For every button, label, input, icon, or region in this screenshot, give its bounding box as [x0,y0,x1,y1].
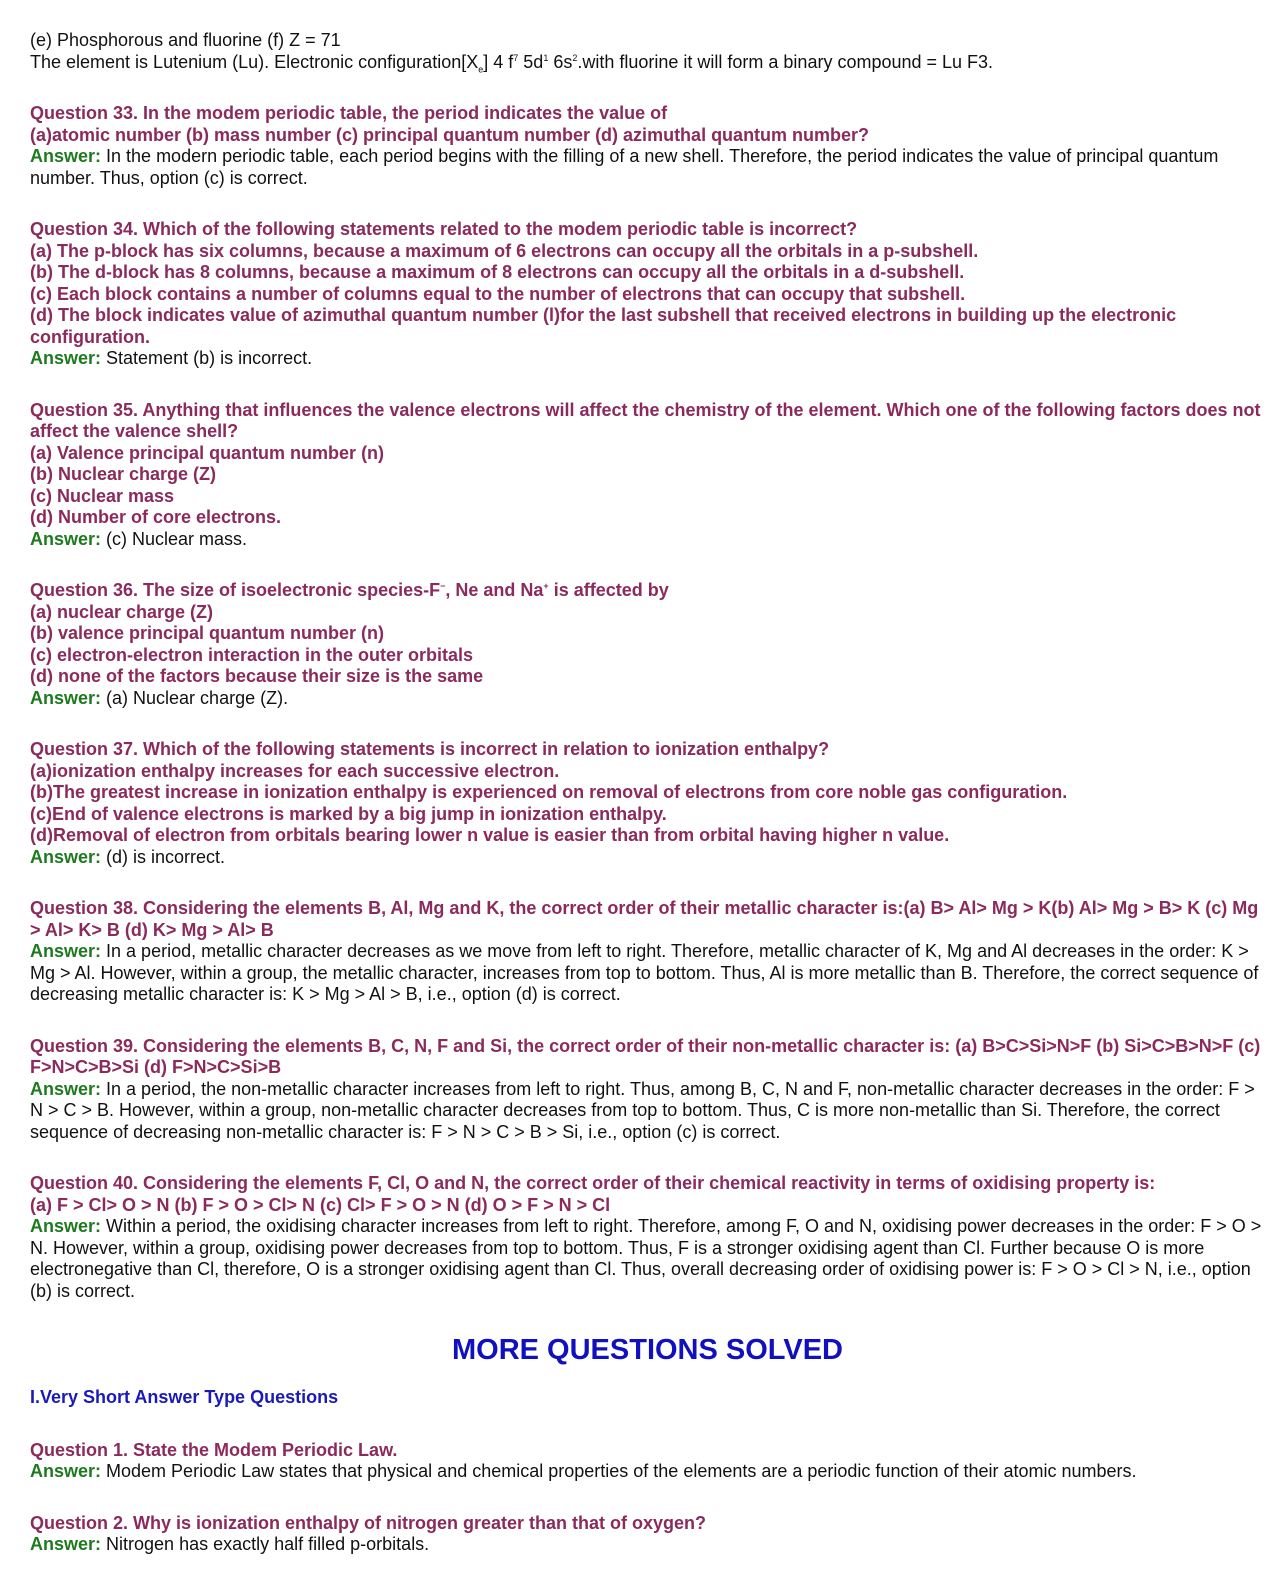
question-option: (c) Nuclear mass [30,485,175,506]
answer [30,941,1265,1006]
answer [30,146,1265,189]
question-39 [30,1036,1265,1144]
answer-text: In a period, the non-metallic character increases from left to right. Thus, among B, C, N and F, non-metallic character decreases in the order: F > N > C > B. However, within a group, non-metallic character decreases from top to bottom. Thus, C is more non-metallic than Si. Therefore, the correct sequence of decreasing non-metallic character is: F > N > C > B > Si, i.e., option (c) is correct. [30,1078,1255,1142]
question-line [30,580,1265,602]
intro-line-2 [30,52,1265,74]
question-option: (d) Number of core electrons. [30,507,282,527]
answer-text: (d) is incorrect. [106,846,226,867]
question-text: Question 36. The size of isoelectronic species-F [30,580,441,600]
question-option: (c) Each block contains a number of columns equal to the number of electrons that can occupy that subshell. [30,283,966,304]
more-questions-heading: MORE QUESTIONS SOLVED [451,1334,843,1366]
document-page [30,30,1265,1556]
question-37 [30,739,1265,868]
question-line: (a)atomic number (b) mass number (c) principal quantum number (d) azimuthal quantum number? [30,124,870,145]
question-line: Question 37. Which of the following statements is incorrect in relation to ionization enthalpy? [30,739,830,759]
answer [30,847,1265,869]
question-sup: − [440,581,446,591]
answer-text: Statement (b) is incorrect. [106,348,313,368]
answer [30,688,1265,710]
answer-text: (c) Nuclear mass. [106,528,248,549]
answer-text: (a) Nuclear charge (Z). [106,687,289,708]
question-option: (c) electron-electron interaction in the outer orbitals [30,644,474,665]
answer-label: Answer: [30,1216,102,1236]
answer-text: In the modern periodic table, each period begins with the filling of a new shell. Therefore, the period indicates the value of principal quantum number. Thus, option (c) is correct. [30,146,1219,188]
question-option: (d) The block indicates value of azimuthal quantum number (l)for the last subshell that received electrons in building up the electronic configuration. [30,305,1177,347]
section-heading: I.Very Short Answer Type Questions [30,1387,339,1407]
question-option: (d) none of the factors because their size is the same [30,666,484,686]
question-line: Question 34. Which of the following statements related to the modem periodic table is incorrect? [30,219,858,239]
intro-sup: 2 [572,52,578,63]
intro-text: 5d [518,51,544,72]
question-option: (a) The p-block has six columns, because a maximum of 6 electrons can occupy all the orbitals in a p-subshell. [30,240,979,261]
question-line: Question 38. Considering the elements B, Al, Mg and K, the correct order of their metallic character is:(a) B> Al> Mg > K(b) Al> Mg > B> K (c) Mg > Al> K> B (d) K> Mg > Al> B [30,898,1259,940]
answer-label: Answer: [30,846,102,867]
question-36 [30,580,1265,709]
answer-label: Answer: [30,528,102,549]
question-line: Question 39. Considering the elements B, C, N, F and Si, the correct order of their non-metallic character is: (a) B>C>Si>N>F (b) Si>C>B>N>F (c) F>N>C>B>Si (d) F>N>C>Si>B [30,1035,1261,1077]
question-34 [30,219,1265,370]
question-line: Question 35. Anything that influences the valence electrons will affect the chemistry of the element. Which one of the following factors does not affect the valence shell? [30,399,1261,441]
answer [30,1079,1265,1144]
answer-label: Answer: [30,1534,102,1554]
answer-label: Answer: [30,941,102,961]
question-option: (b) valence principal quantum number (n) [30,623,385,643]
answer [30,529,1265,551]
question-option: (c)End of valence electrons is marked by a big jump in ionization enthalpy. [30,803,667,824]
question-line: Question 2. Why is ionization enthalpy of nitrogen greater than that of oxygen? [30,1512,707,1533]
question-option: (d)Removal of electron from orbitals bearing lower n value is easier than from orbital having higher n value. [30,825,950,845]
intro-sup: 7 [513,52,519,63]
intro-text: The element is Lutenium (Lu). Electronic configuration[X [30,51,479,72]
answer-label: Answer: [30,687,102,708]
question-text: , Ne and Na [445,580,544,600]
question-option: (a) nuclear charge (Z) [30,601,214,622]
question-38 [30,898,1265,1006]
intro-block [30,30,1265,73]
answer-text: Within a period, the oxidising character increases from left to right. Therefore, among F, O and N, oxidising power decreases in the order: F > O > N. However, within a group, oxidising power decreases from top to bottom. Thus, F is a stronger oxidising agent than Cl. Further because O is more electronegative than Cl, therefore, O is a stronger oxidising agent than Cl. Thus, overall decreasing order of oxidising power is: F > O > Cl > N, i.e., option (b) is correct. [30,1216,1262,1301]
answer-text: Nitrogen has exactly half filled p-orbitals. [106,1534,430,1554]
intro-text: 6s [548,51,573,72]
intro-sup: 1 [543,52,549,63]
question-line: Question 1. State the Modem Periodic Law. [30,1439,398,1460]
answer-label: Answer: [30,1078,102,1099]
question-sup: + [543,581,549,591]
question-option: (a) F > Cl> O > N (b) F > O > Cl> N (c) Cl> F > O > N (d) O > F > N > Cl [30,1194,611,1215]
question-option: (a) Valence principal quantum number (n) [30,442,385,463]
very-short-question-2 [30,1513,1265,1556]
question-40 [30,1173,1265,1302]
answer-label: Answer: [30,146,102,166]
question-option: (b) The d-block has 8 columns, because a maximum of 8 electrons can occupy all the orbitals in a d-subshell. [30,262,965,282]
question-option: (b)The greatest increase in ionization enthalpy is experienced on removal of electrons from core noble gas configuration. [30,782,1068,802]
very-short-question-1 [30,1440,1265,1483]
intro-text: ] 4 f [483,51,514,72]
question-33 [30,103,1265,189]
answer [30,1216,1265,1302]
answer-label: Answer: [30,1461,102,1481]
intro-text: .with fluorine it will form a binary compound = Lu F3. [577,51,994,72]
intro-line-1: (e) Phosphorous and fluorine (f) Z = 71 [30,30,341,50]
question-text: is affected by [548,580,669,600]
answer-label: Answer: [30,348,102,368]
intro-sub: e [478,64,484,75]
question-line: Question 40. Considering the elements F, Cl, O and N, the correct order of their chemical reactivity in terms of oxidising property is: [30,1173,1156,1193]
question-option: (a)ionization enthalpy increases for each successive electron. [30,760,560,781]
answer [30,348,1265,370]
question-option: (b) Nuclear charge (Z) [30,464,217,484]
answer-text: Modem Periodic Law states that physical and chemical properties of the elements are a periodic function of their atomic numbers. [106,1461,1137,1481]
question-line: Question 33. In the modem periodic table, the period indicates the value of [30,103,668,123]
question-35 [30,400,1265,551]
answer [30,1461,1265,1483]
answer-text: In a period, metallic character decreases as we move from left to right. Therefore, metallic character of K, Mg and Al decreases in the order: K > Mg > Al. However, within a group, the metallic character, increases from top to bottom. Thus, Al is more metallic than B. Therefore, the correct sequence of decreasing metallic character is: K > Mg > Al > B, i.e., option (d) is correct. [30,941,1259,1004]
answer [30,1534,1265,1556]
